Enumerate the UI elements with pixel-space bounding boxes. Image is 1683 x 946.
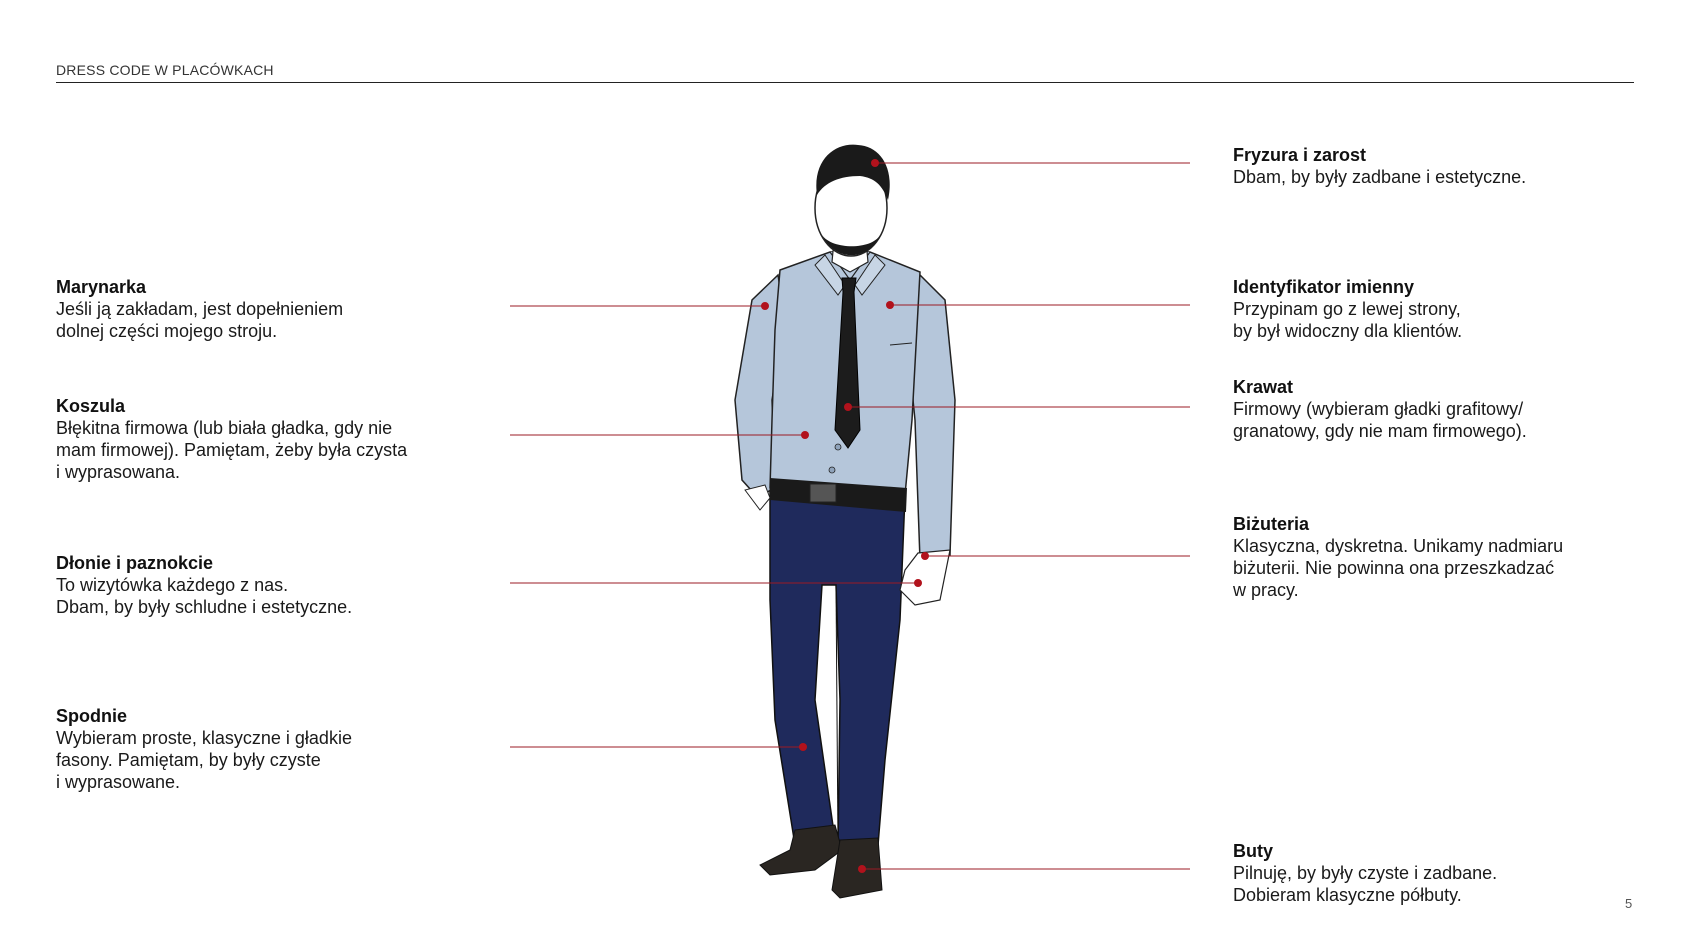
item-text: Pilnuję, by były czyste i zadbane. — [1233, 863, 1498, 883]
item-text: Dbam, by były zadbane i estetyczne. — [1233, 167, 1527, 187]
item-buty — [1233, 840, 1497, 906]
item-text: i wyprasowane. — [56, 772, 181, 792]
trousers-illustration — [770, 488, 905, 845]
item-marynarka — [56, 276, 343, 342]
item-text: Firmowy (wybieram gładki grafitowy/ — [1233, 399, 1524, 419]
item-text: Klasyczna, dyskretna. Unikamy nadmiaru — [1233, 536, 1564, 556]
item-spodnie — [56, 705, 352, 793]
item-text: dolnej części mojego stroju. — [56, 321, 278, 341]
item-text: Wybieram proste, klasyczne i gładkie — [56, 728, 352, 748]
item-fryzura — [1233, 144, 1526, 188]
item-identyfikator — [1233, 276, 1462, 342]
item-title: Buty — [1233, 841, 1273, 861]
item-text: w pracy. — [1233, 580, 1299, 600]
item-title: Koszula — [56, 396, 126, 416]
callout-dot-koszula — [801, 431, 809, 439]
item-title: Identyfikator imienny — [1233, 277, 1415, 297]
item-title: Biżuteria — [1233, 514, 1310, 534]
item-text: To wizytówka każdego z nas. — [56, 575, 289, 595]
page-header: DRESS CODE W PLACÓWKACH — [56, 62, 274, 78]
callout-dot-buty — [858, 865, 866, 873]
item-dlonie — [56, 552, 352, 618]
item-text: Dbam, by były schludne i estetyczne. — [56, 597, 353, 617]
callout-dot-spodnie — [799, 743, 807, 751]
item-title: Spodnie — [56, 706, 127, 726]
item-koszula — [56, 395, 407, 483]
item-text: Jeśli ją zakładam, jest dopełnieniem — [56, 299, 344, 319]
item-text: fasony. Pamiętam, by były czyste — [56, 750, 321, 770]
callout-dot-identyfikator — [886, 301, 894, 309]
item-text: Dobieram klasyczne półbuty. — [1233, 885, 1462, 905]
callout-dot-dlonie — [914, 579, 922, 587]
callout-dot-fryzura — [871, 159, 879, 167]
item-title: Dłonie i paznokcie — [56, 553, 214, 573]
item-text: granatowy, gdy nie mam firmowego). — [1233, 421, 1527, 441]
callout-dot-krawat — [844, 403, 852, 411]
item-text: i wyprasowana. — [56, 462, 181, 482]
item-title: Fryzura i zarost — [1233, 145, 1367, 165]
callout-dot-bizuteria — [921, 552, 929, 560]
callout-dot-marynarka — [761, 302, 769, 310]
item-krawat — [1233, 376, 1527, 442]
item-title: Krawat — [1233, 377, 1294, 397]
item-bizuteria — [1233, 513, 1563, 601]
item-text: biżuterii. Nie powinna ona przeszkadzać — [1233, 558, 1555, 578]
page-number: 5 — [1625, 896, 1633, 911]
item-text: Błękitna firmowa (lub biała gładka, gdy nie — [56, 418, 393, 438]
item-text: by był widoczny dla klientów. — [1233, 321, 1463, 341]
item-title: Marynarka — [56, 277, 147, 297]
item-text: mam firmowej). Pamiętam, żeby była czysta — [56, 440, 408, 460]
item-text: Przypinam go z lewej strony, — [1233, 299, 1461, 319]
